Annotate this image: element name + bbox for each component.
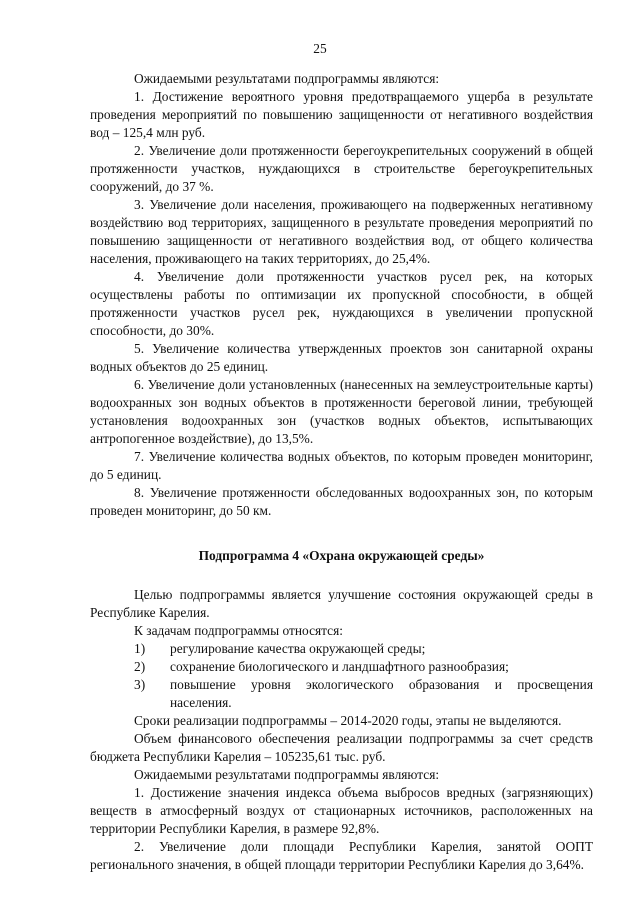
results-intro-2: Ожидаемыми результатами подпрограммы являются: bbox=[134, 767, 440, 782]
task-number: 1) bbox=[134, 641, 146, 656]
result-item-3: 3. Увеличение доли населения, проживающего на подверженных негативному воздействию вод территориях, защищенного в результате проведения мероприятий по повышению защищенности от негативного воздействия вод, от общего количества населения, проживающего на таких территориях, до 25,4%. bbox=[90, 197, 593, 266]
result-item-s4-2: 2. Увеличение доли площади Республики Карелия, занятой ООПТ регионального значения, в общей площади территории Республики Карелия до 3,64%. bbox=[90, 839, 593, 872]
page-number: 25 bbox=[313, 41, 327, 56]
document-body bbox=[90, 70, 593, 874]
result-item-8: 8. Увеличение протяженности обследованных водоохранных зон, по которым проведен мониторинг, до 50 км. bbox=[90, 485, 593, 518]
goal-paragraph: Целью подпрограммы является улучшение состояния окружающей среды в Республике Карелия. bbox=[90, 587, 593, 620]
task-number: 3) bbox=[134, 677, 146, 692]
task-text: регулирование качества окружающей среды; bbox=[170, 641, 426, 656]
section-heading: Подпрограмма 4 «Охрана окружающей среды» bbox=[198, 548, 485, 563]
result-item-5: 5. Увеличение количества утвержденных проектов зон санитарной охраны водных объектов до 25 единиц. bbox=[90, 341, 593, 374]
timeframe-paragraph: Сроки реализации подпрограммы – 2014-2020 годы, этапы не выделяются. bbox=[134, 713, 562, 728]
result-item-2: 2. Увеличение доли протяженности берегоукрепительных сооружений в общей протяженности участков, нуждающихся в строительстве берегоукрепительных сооружений, до 37 %. bbox=[90, 143, 593, 194]
task-item-3 bbox=[90, 676, 593, 712]
task-text: повышение уровня экологического образования и просвещения населения. bbox=[170, 677, 593, 710]
result-item-s4-1: 1. Достижение значения индекса объема выбросов вредных (загрязняющих) веществ в атмосферный воздух от стационарных источников, расположенных на территории Республики Карелия, в размере 92,8%. bbox=[90, 785, 593, 836]
task-text: сохранение биологического и ландшафтного разнообразия; bbox=[170, 659, 509, 674]
results-intro: Ожидаемыми результатами подпрограммы являются: bbox=[134, 71, 440, 86]
funding-paragraph: Объем финансового обеспечения реализации подпрограммы за счет средств бюджета Республики Карелия – 105235,61 тыс. руб. bbox=[90, 731, 593, 764]
result-item-4: 4. Увеличение доли протяженности участков русел рек, на которых осуществлены работы по оптимизации их пропускной способности, в общей протяженности участков русел рек, нуждающихся в увеличении пропускной способности, до 30%. bbox=[90, 269, 593, 338]
result-item-1: 1. Достижение вероятного уровня предотвращаемого ущерба в результате проведения мероприятий по повышению защищенности от негативного воздействия вод – 125,4 млн руб. bbox=[90, 89, 593, 140]
task-item-1 bbox=[90, 640, 593, 658]
result-item-7: 7. Увеличение количества водных объектов, по которым проведен мониторинг, до 5 единиц. bbox=[90, 449, 593, 482]
tasks-intro: К задачам подпрограммы относятся: bbox=[134, 623, 344, 638]
result-item-6: 6. Увеличение доли установленных (нанесенных на землеустроительные карты) водоохранных зон водных объектов в протяженности береговой линии, требующей установления водоохранных зон (участков водных объектов, испытывающих антропогенное воздействие), до 13,5%. bbox=[90, 377, 593, 446]
task-item-2 bbox=[90, 658, 593, 676]
task-number: 2) bbox=[134, 659, 146, 674]
